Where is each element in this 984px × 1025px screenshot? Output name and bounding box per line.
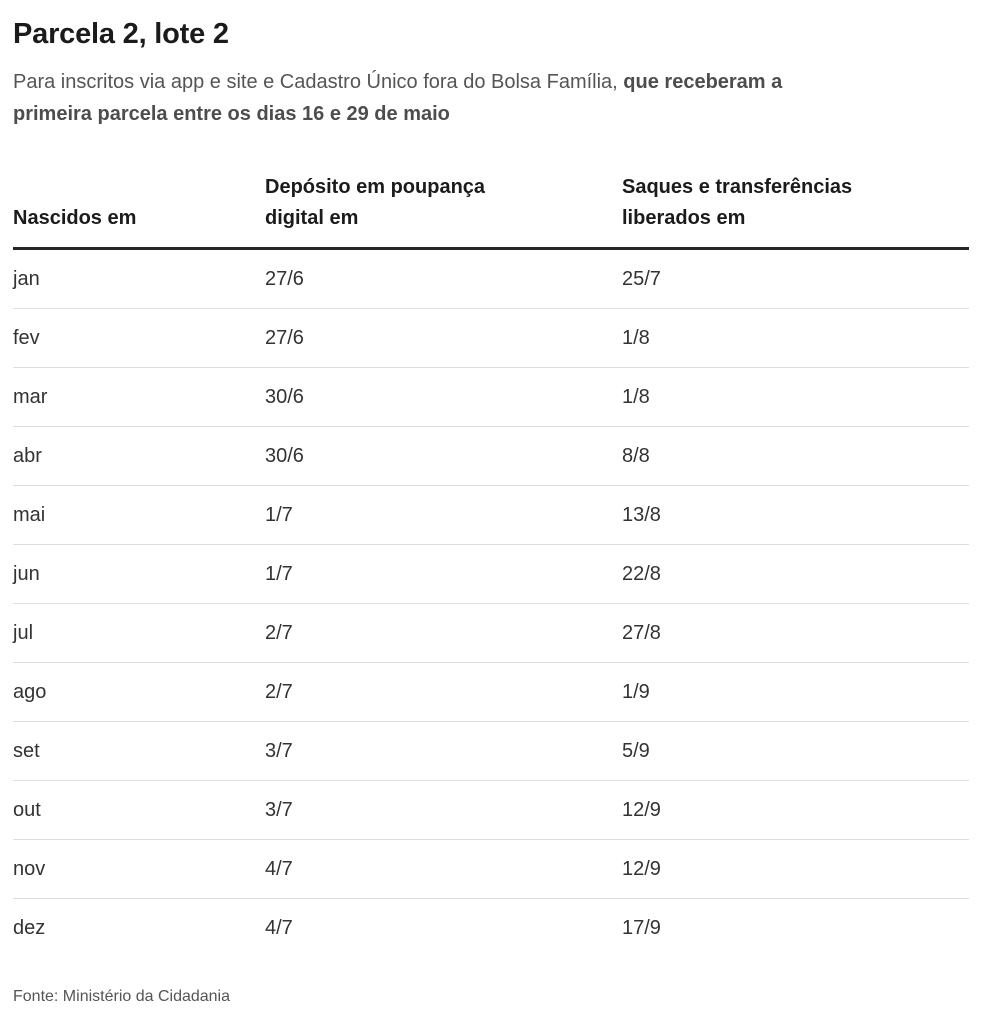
cell-birth-month: mar <box>13 385 48 408</box>
cell-deposit-date: 3/7 <box>265 739 293 762</box>
subtitle-bold-line1: que receberam a <box>623 71 783 93</box>
cell-birth-month: nov <box>13 857 46 880</box>
table-row <box>13 899 969 957</box>
column-header-deposit-line1: Depósito em poupança <box>265 176 486 198</box>
subtitle <box>13 66 969 130</box>
table-body <box>13 250 969 957</box>
cell-release-date: 25/7 <box>622 267 661 290</box>
cell-deposit-date: 2/7 <box>265 621 293 644</box>
column-header-deposit-date <box>265 172 622 234</box>
column-header-withdrawal-date <box>622 172 969 234</box>
cell-deposit-date: 30/6 <box>265 385 304 408</box>
cell-release-date: 17/9 <box>622 916 661 939</box>
cell-release-date: 8/8 <box>622 444 650 467</box>
column-header-withdrawal-line1: Saques e transferências <box>622 176 853 198</box>
cell-deposit-date: 27/6 <box>265 326 304 349</box>
schedule-table <box>13 172 969 957</box>
cell-release-date: 1/9 <box>622 680 650 703</box>
table-header-row <box>13 172 969 250</box>
cell-birth-month: dez <box>13 916 46 939</box>
cell-birth-month: ago <box>13 680 47 703</box>
cell-deposit-date: 30/6 <box>265 444 304 467</box>
subtitle-bold-line2: primeira parcela entre os dias 16 e 29 de maio <box>13 103 450 125</box>
cell-deposit-date: 3/7 <box>265 798 293 821</box>
table-row <box>13 250 969 309</box>
column-header-birth-month-line: Nascidos em <box>13 207 137 229</box>
cell-birth-month: abr <box>13 444 42 467</box>
cell-birth-month: jan <box>13 267 40 290</box>
table-row <box>13 545 969 604</box>
cell-release-date: 5/9 <box>622 739 650 762</box>
cell-deposit-date: 4/7 <box>265 857 293 880</box>
cell-release-date: 13/8 <box>622 503 661 526</box>
column-header-deposit-line2: digital em <box>265 207 359 229</box>
cell-birth-month: jul <box>13 621 34 644</box>
table-row <box>13 486 969 545</box>
cell-birth-month: fev <box>13 326 40 349</box>
cell-birth-month: set <box>13 739 40 762</box>
cell-release-date: 1/8 <box>622 385 650 408</box>
table-row <box>13 840 969 899</box>
cell-deposit-date: 1/7 <box>265 503 293 526</box>
cell-deposit-date: 2/7 <box>265 680 293 703</box>
table-row <box>13 663 969 722</box>
cell-release-date: 12/9 <box>622 798 661 821</box>
source-note: Fonte: Ministério da Cidadania <box>13 988 231 1005</box>
cell-release-date: 12/9 <box>622 857 661 880</box>
table-row <box>13 309 969 368</box>
page-title: Parcela 2, lote 2 <box>13 18 229 50</box>
cell-deposit-date: 1/7 <box>265 562 293 585</box>
cell-deposit-date: 27/6 <box>265 267 304 290</box>
table-row <box>13 427 969 486</box>
table-row <box>13 604 969 663</box>
table-row <box>13 722 969 781</box>
column-header-withdrawal-line2: liberados em <box>622 207 746 229</box>
cell-release-date: 27/8 <box>622 621 661 644</box>
cell-birth-month: out <box>13 798 41 821</box>
table-row <box>13 368 969 427</box>
cell-birth-month: mai <box>13 503 46 526</box>
subtitle-regular-text: Para inscritos via app e site e Cadastro Único fora do Bolsa Família, <box>13 71 624 93</box>
cell-release-date: 1/8 <box>622 326 650 349</box>
column-header-birth-month <box>13 203 265 234</box>
cell-release-date: 22/8 <box>622 562 661 585</box>
cell-birth-month: jun <box>13 562 40 585</box>
cell-deposit-date: 4/7 <box>265 916 293 939</box>
table-row <box>13 781 969 840</box>
